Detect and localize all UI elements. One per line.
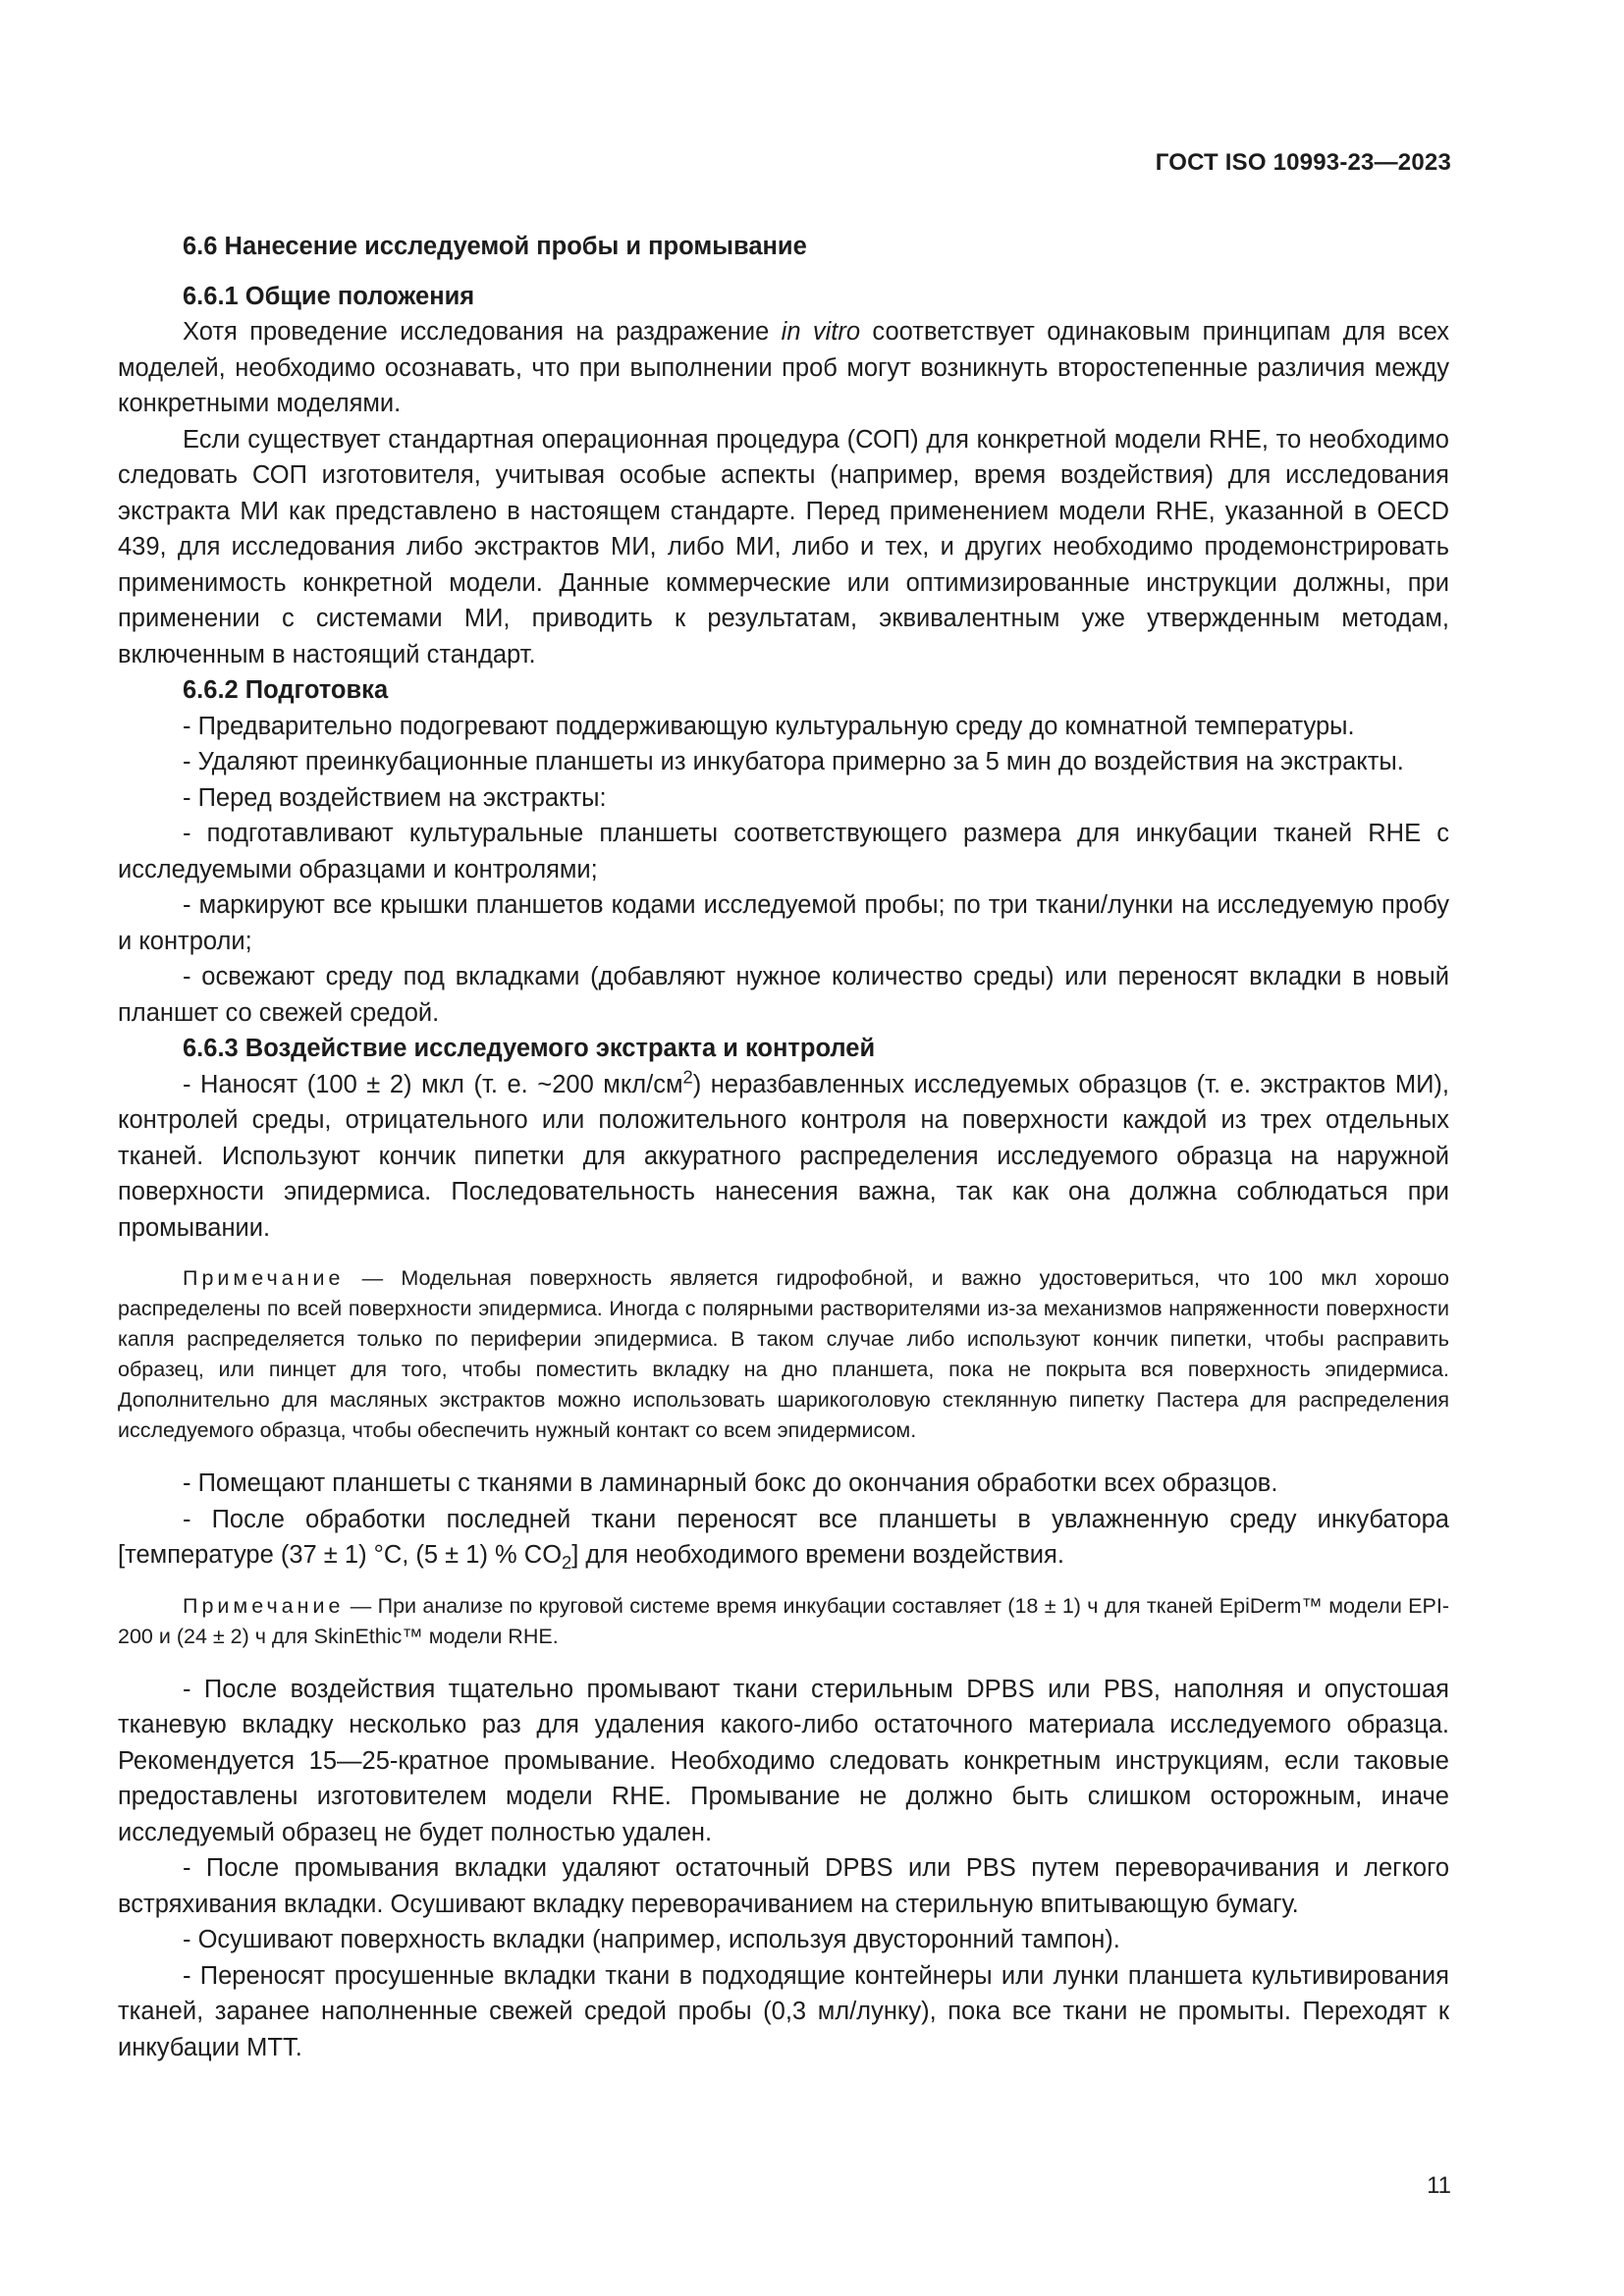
section-heading: 6.6 Нанесение исследуемой пробы и промывание — [183, 233, 807, 260]
paragraph: Если существует стандартная операционная процедура (СОП) для конкретной модели RHE, то необходимо следовать СОП изготовителя, учитывая особые аспекты (например, время воздействия) для исследования экстракта МИ как представлено в настоящем стандарте. Перед применением модели RHE, указанной в OECD 439, для исследования либо экстрактов МИ, либо МИ, либо и тех, и других необходимо продемонстрировать применимость конкретной модели. Данные коммерческие или оптимизированные инструкции должны, при применении с системами МИ, приводить к результатам, эквивалентным уже утвержденным методам, включенным в настоящий стандарт. — [118, 425, 1449, 668]
note: Примечание — При анализе по круговой системе время инкубации составляет (18 ± 1) ч для тканей EpiDerm™ модели EPI-200 и (24 ± 2) ч для SkinEthic™ модели RHE. — [118, 1593, 1449, 1648]
paragraph: Хотя проведение исследования на раздражение in vitro соответствует одинаковым принципам для всех моделей, необходимо осознавать, что при выполнении проб могут возникнуть второстепенные различия между конкретными моделями. — [118, 318, 1449, 417]
list-item: - После воздействия тщательно промывают ткани стерильным DPBS или PBS, наполняя и опустошая тканевую вкладку несколько раз для удаления какого-либо остаточного материала исследуемого образца. Рекомендуется 15—25-кратное промывание. Необходимо следовать конкретным инструкциям, если таковые предоставлены изготовителем модели RHE. Промывание не должно быть слишком осторожным, иначе исследуемый образец не будет полностью удален. — [118, 1675, 1449, 1846]
list-item: - подготавливают культуральные планшеты соответствующего размера для инкубации тканей RHE с исследуемыми образцами и контролями; — [118, 820, 1449, 883]
page-number: 11 — [1427, 2172, 1451, 2199]
subsection-heading: 6.6.3 Воздействие исследуемого экстракта и контролей — [183, 1035, 876, 1062]
list-item: - маркируют все крышки планшетов кодами исследуемой пробы; по три ткани/лунки на исследуемую пробу и контроли; — [118, 891, 1449, 955]
subsection-heading: 6.6.2 Подготовка — [183, 676, 389, 704]
document-body — [118, 229, 1449, 2065]
list-item: - После промывания вкладки удаляют остаточный DPBS или PBS путем переворачивания и легкого встряхивания вкладки. Осушивают вкладку переворачиванием на стерильную впитывающую бумагу. — [118, 1854, 1449, 1918]
list-item: - После обработки последней ткани переносят все планшеты в увлажненную среду инкубатора [температуре (37 ± 1) °С, (5 ± 1) % $CO_2$] для необходимого времени воздействия. — [118, 1505, 1449, 1574]
list-item: - Предварительно подогревают поддерживающую культуральную среду до комнатной температуры. — [183, 712, 1355, 740]
list-item: - Удаляют преинкубационные планшеты из инкубатора примерно за 5 мин до воздействия на экстракты. — [183, 748, 1404, 775]
list-item: - Перед воздействием на экстракты: — [183, 783, 607, 812]
list-item: - Осушивают поверхность вкладки (например, используя двусторонний тампон). — [183, 1926, 1120, 1953]
document-header: ГОСТ ISO 10993-23—2023 — [1155, 149, 1451, 176]
note: Примечание — Модельная поверхность является гидрофобной, и важно удостовериться, что 100 мкл хорошо распределены по всей поверхности эпидермиса. Иногда с полярными растворителями из-за механизмов напряженности поверхности капля распределяется только по периферии эпидермиса. В таком случае либо используют кончик пипетки, чтобы расправить образец, или пинцет для того, чтобы поместить вкладку на дно планшета, пока не покрыта вся поверхность эпидермиса. Дополнительно для масляных экстрактов можно использовать шарикоголовую стеклянную пипетку Пастера для распределения исследуемого образца, чтобы обеспечить нужный контакт со всем эпидермисом. — [118, 1266, 1449, 1442]
list-item: - Помещают планшеты с тканями в ламинарный бокс до окончания обработки всех образцов. — [183, 1469, 1278, 1497]
note-label: Примечание — [183, 1266, 345, 1290]
note-label: Примечание — [183, 1593, 345, 1618]
list-item: - освежают среду под вкладками (добавляют нужное количество среды) или переносят вкладки в новый планшет со свежей средой. — [118, 963, 1449, 1027]
list-item: - Переносят просушенные вкладки ткани в подходящие контейнеры или лунки планшета культивирования тканей, заранее наполненные свежей средой пробы (0,3 мл/лунку), пока все ткани не промыты. Переходят к инкубации МТТ. — [118, 1961, 1449, 2061]
subsection-heading: 6.6.1 Общие положения — [183, 282, 475, 310]
list-item: - Наносят (100 ± 2) мкл (т. е. ~200 мкл/$см^2$) неразбавленных исследуемых образцов (т. е. экстрактов МИ), контролей среды, отрицательного или положительного контроля на поверхности каждой из трех отдельных тканей. Используют кончик пипетки для аккуратного распределения исследуемого образца на наружной поверхности эпидермиса. Последовательность нанесения важна, так как она должна соблюдаться при промывании. — [118, 1066, 1450, 1242]
